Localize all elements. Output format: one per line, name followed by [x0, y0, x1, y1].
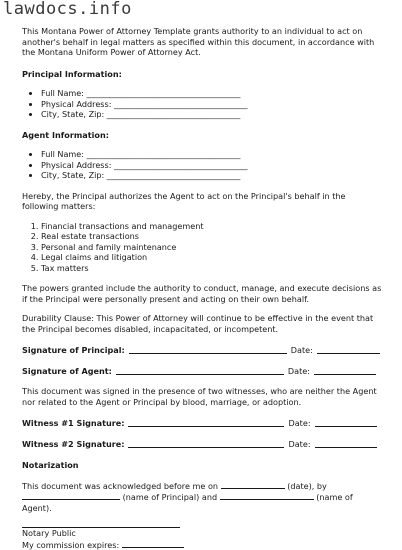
witness-2-signature-blank[interactable]: [128, 439, 284, 448]
witness-2-signature-line: [22, 439, 384, 450]
principal-full-name-field[interactable]: • Full Name: ______________________________________: [41, 88, 384, 99]
date-label: Date:: [288, 418, 310, 429]
date-label: Date:: [288, 366, 310, 377]
agent-signature-label: Signature of Agent:: [22, 366, 112, 377]
notary-public-label: Notary Public: [22, 528, 384, 539]
witness-2-label: Witness #2 Signature:: [22, 439, 124, 450]
agent-heading: Agent Information:: [22, 130, 384, 141]
commission-line: [22, 539, 384, 550]
principal-signature-blank[interactable]: [129, 345, 287, 354]
principal-address-field[interactable]: • Physical Address: _________________________________: [41, 99, 384, 110]
agent-signature-blank[interactable]: [116, 366, 284, 375]
power-item: 5. Tax matters: [41, 263, 384, 274]
acknowledgment-paragraph: [22, 480, 384, 514]
power-item: 4. Legal claims and litigation: [41, 252, 384, 263]
witness-1-label: Witness #1 Signature:: [22, 418, 124, 429]
notary-block: [22, 527, 384, 550]
date-label: Date:: [288, 439, 310, 450]
agent-date-blank[interactable]: [314, 366, 376, 375]
ack-agent-name-blank[interactable]: [220, 491, 314, 500]
power-item: 2. Real estate transactions: [41, 231, 384, 242]
document-page: [22, 26, 384, 550]
principal-signature-label: Signature of Principal:: [22, 345, 125, 356]
witness-1-date-blank[interactable]: [315, 418, 377, 427]
agent-fields: [22, 149, 384, 181]
authorization-paragraph: Hereby, the Principal authorizes the Agent to act on the Principal's behalf in the following matters:: [22, 191, 384, 212]
principal-date-blank[interactable]: [317, 345, 380, 354]
date-label: Date:: [291, 345, 313, 356]
commission-label: My commission expires:: [22, 540, 119, 550]
ack-text-1: This document was acknowledged before me on: [22, 481, 218, 491]
site-watermark: lawdocs.info: [3, 0, 132, 20]
witness-1-signature-line: [22, 418, 384, 429]
durability-clause: Durability Clause: This Power of Attorney will continue to be effective in the event that the Principal becomes disabled, incapacitated, or incompetent.: [22, 313, 384, 334]
power-item: 1. Financial transactions and management: [41, 221, 384, 232]
witness-1-signature-blank[interactable]: [128, 418, 284, 427]
agent-full-name-field[interactable]: • Full Name: ______________________________________: [41, 149, 384, 160]
principal-fields: [22, 88, 384, 120]
witness-2-date-blank[interactable]: [315, 439, 377, 448]
agent-signature-line: [22, 366, 384, 377]
powers-list: [22, 221, 384, 274]
principal-heading: Principal Information:: [22, 69, 384, 80]
principal-city-field[interactable]: • City, State, Zip: _________________________________: [41, 109, 384, 120]
ack-date-blank[interactable]: [221, 480, 285, 489]
ack-text-2: (date), by: [287, 481, 327, 491]
ack-principal-name-blank[interactable]: [22, 491, 120, 500]
intro-paragraph: This Montana Power of Attorney Template grants authority to an individual to act on another's behalf in legal matters as specified within this document, in accordance with the Montana Uniform Power of Attorney Act.: [22, 26, 384, 58]
power-item: 3. Personal and family maintenance: [41, 242, 384, 253]
agent-address-field[interactable]: • Physical Address: _________________________________: [41, 160, 384, 171]
notarization-heading: Notarization: [22, 460, 384, 471]
witness-paragraph: This document was signed in the presence of two witnesses, who are neither the Agent nor related to the Agent or Principal by blood, marriage, or adoption.: [22, 386, 384, 407]
ack-text-3: (name of Principal) and: [123, 492, 218, 502]
ack-text-5: Agent).: [22, 503, 52, 513]
agent-city-field[interactable]: • City, State, Zip: _________________________________: [41, 170, 384, 181]
powers-granted-paragraph: The powers granted include the authority to conduct, manage, and execute decisions as if the Principal were personally present and acting on their own behalf.: [22, 283, 384, 304]
ack-text-4: (name of: [316, 492, 353, 502]
principal-signature-line: [22, 345, 384, 356]
commission-expires-blank[interactable]: [122, 539, 184, 548]
